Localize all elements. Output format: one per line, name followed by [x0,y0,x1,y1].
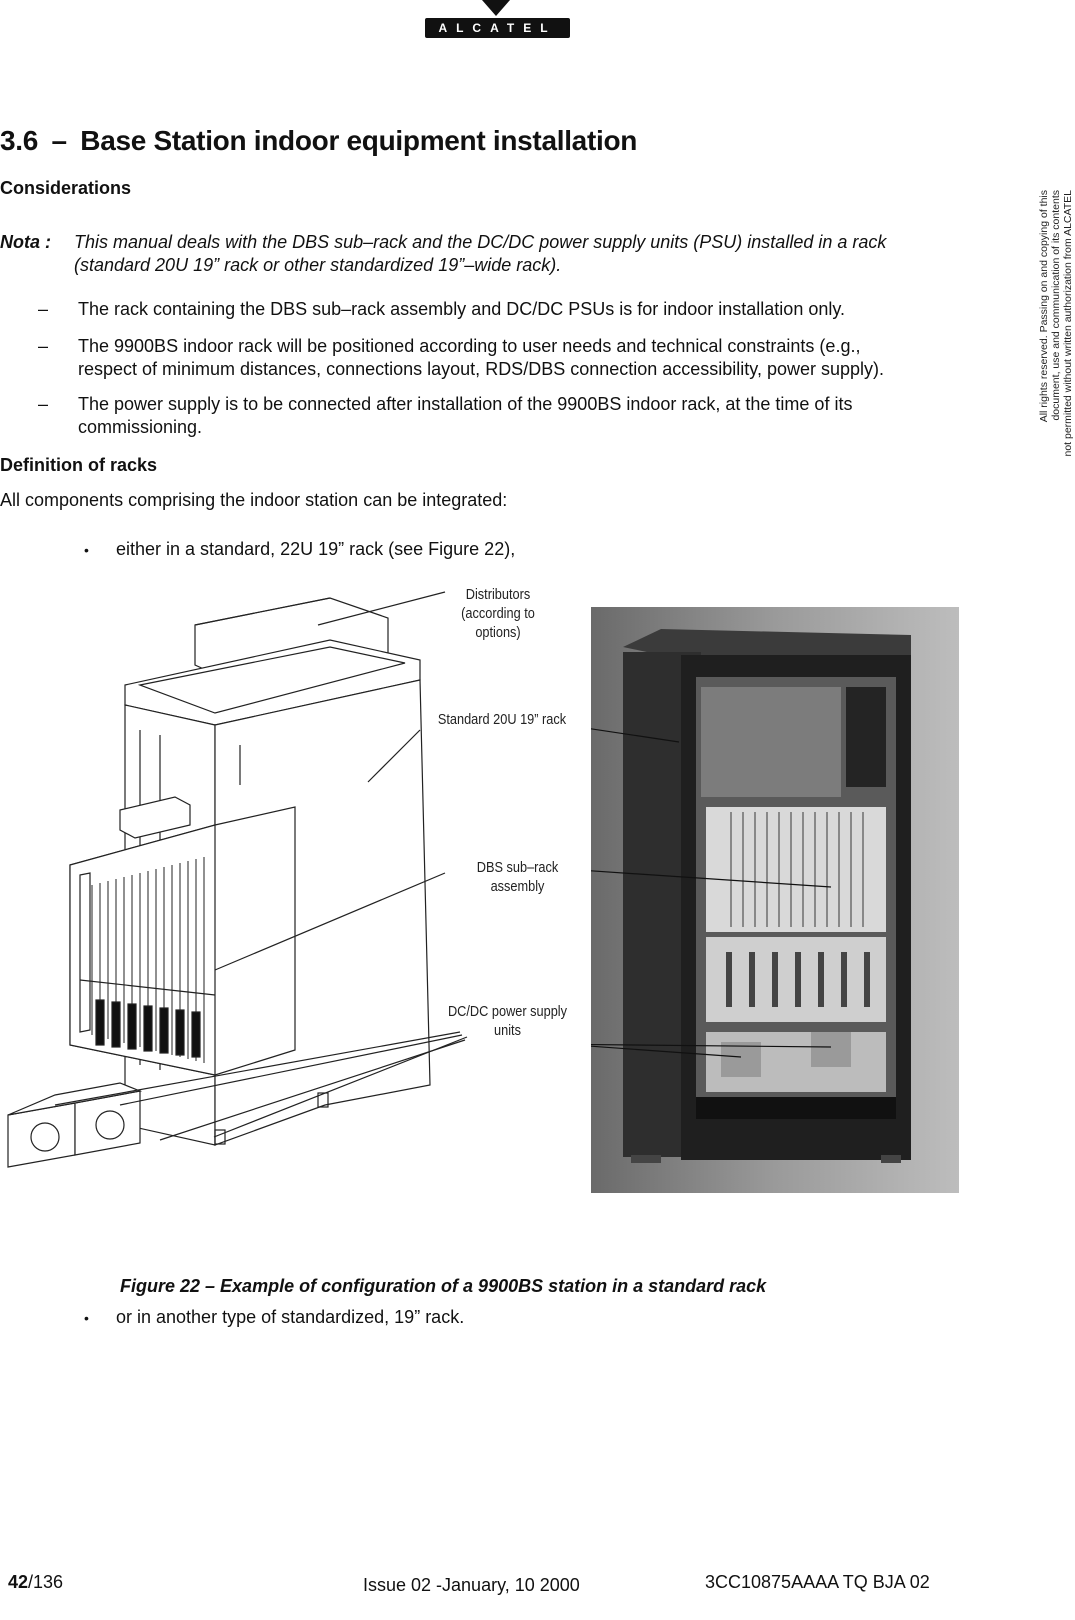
list-item-line: The 9900BS indoor rack will be positioned according to user needs and technical constraints (e.g., [78,336,861,356]
label-distributors [439,585,558,642]
logo-text: ALCATEL [425,18,570,38]
list-item [0,393,1000,439]
list-item [0,298,1000,321]
considerations-heading: Considerations [0,178,132,198]
copyright-line-3: not permitted without written authorization from ALCATEL [1062,190,1074,457]
figure-caption: Figure 22 – Example of configuration of a 9900BS station in a standard rack [120,1276,767,1296]
list-item [0,335,1000,381]
nota-label-text: Nota : [0,232,51,252]
label-dbs-line: assembly [490,878,545,895]
label-distributors-line: (according to [461,605,535,622]
list-item-line: respect of minimum distances, connections layout, RDS/DBS connection accessibility, power supply). [78,359,885,379]
logo-triangle-icon [482,0,510,16]
issue-date: Issue 02 -January, 10 2000 [363,1575,580,1595]
bullet-marker: • [84,1310,89,1326]
label-psu [433,1002,582,1040]
copyright-side-note [1038,190,1075,490]
label-psu-line: DC/DC power supply [447,1003,568,1020]
label-psu-line: units [494,1022,521,1039]
bullet-marker: • [84,542,89,558]
list-item-line: commissioning. [78,417,203,437]
bullet-text: either in a standard, 22U 19” rack (see Figure 22), [116,539,516,559]
section-separator: – [51,125,67,156]
document-reference: 3CC10875AAAA TQ BJA 02 [705,1572,930,1592]
rack-photo [591,607,959,1193]
label-distributors-line: Distributors [465,586,531,603]
copyright-line-2: document, use and communication of its contents [1050,190,1062,421]
nota-text-line-2: (standard 20U 19” rack or other standardized 19”–wide rack). [74,255,562,275]
section-title-text: Base Station indoor equipment installation [80,125,638,156]
nota-text-line-1: This manual deals with the DBS sub–rack and the DC/DC power supply units (PSU) installed in a rack [74,232,887,252]
nota-label [0,231,51,254]
page-current: 42 [8,1572,29,1592]
definition-intro: All components comprising the indoor station can be integrated: [0,490,508,510]
alcatel-logo [425,0,570,38]
nota-text [74,231,974,277]
section-title [0,125,637,157]
dash-marker: – [38,299,49,319]
section-number: 3.6 [0,125,39,156]
bullet-text: or in another type of standardized, 19” rack. [116,1307,465,1327]
list-item-line: The rack containing the DBS sub–rack assembly and DC/DC PSUs is for indoor installation only. [78,299,846,319]
label-dbs-subrack [456,858,579,896]
label-standard-rack: Standard 20U 19” rack [437,711,567,728]
list-item-line: The power supply is to be connected after installation of the 9900BS indoor rack, at the time of its [78,394,853,414]
dash-marker: – [38,394,49,414]
page-number [8,1572,63,1593]
dash-marker: – [38,336,49,356]
definition-heading: Definition of racks [0,455,158,475]
label-distributors-line: options) [475,624,521,641]
copyright-line-1: All rights reserved. Passing on and copying of this [1038,190,1050,423]
list-item-text [78,393,998,439]
list-item-text [78,298,998,321]
list-item-text [78,335,998,381]
page-total: /136 [28,1572,64,1592]
label-dbs-line: DBS sub–rack [476,859,559,876]
